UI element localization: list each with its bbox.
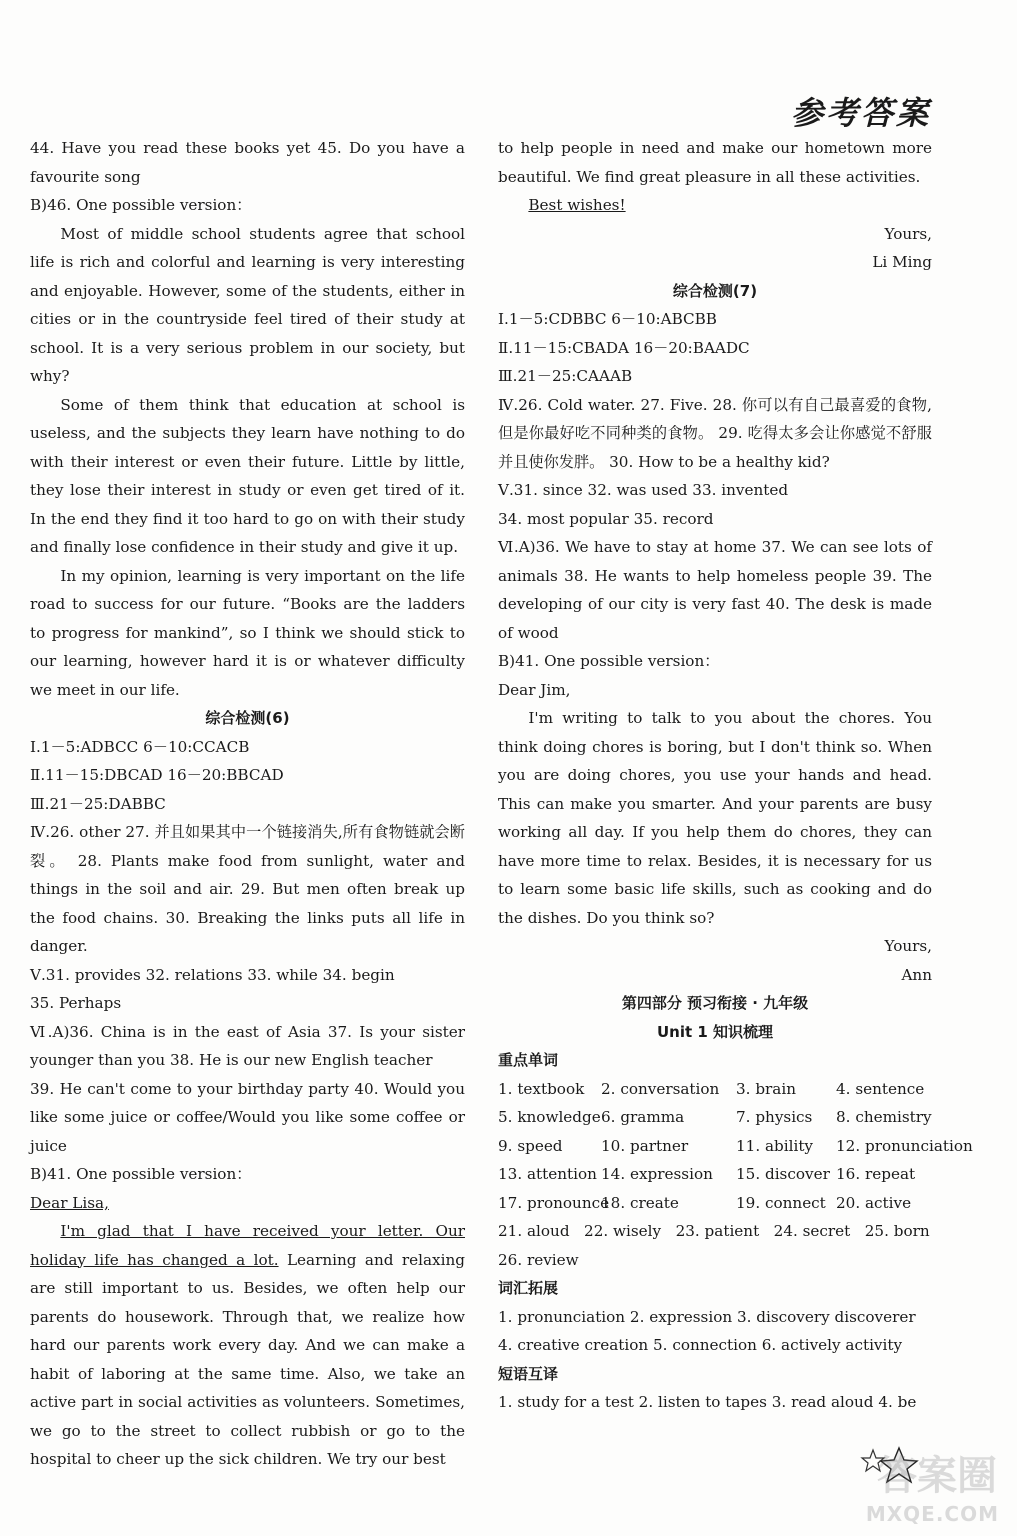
answer-line: Ⅲ.21－25:DABBC xyxy=(30,794,166,813)
answer-line: Ⅵ.A)36. China is in the east of Asia 37. Is your sister younger than you 38. He is our new English teacher xyxy=(30,1022,465,1069)
word-item: 19. connect xyxy=(736,1193,826,1212)
answer-line: Ⅱ.11－15:CBADA 16－20:BAADC xyxy=(498,338,750,357)
section-title: 综合检测(6) xyxy=(205,709,290,727)
word-item: 23. patient xyxy=(675,1222,760,1240)
letter-closing xyxy=(498,191,932,220)
letter-text: Learning and relaxing are still important to us. Besides, we often help our parents do housework. Through that, we realize how hard our parents work every day. And we can make a habit of laboring at the same time. Also, we take an active part in social activities as volunteers. Sometimes, we go to the street to collect rubbish or go to the hospital to cheer up the sick children. We try our best xyxy=(30,1250,465,1468)
word-item: 16. repeat xyxy=(836,1165,916,1183)
answer-line: 1. study for a test 2. listen to tapes 3. read aloud 4. be xyxy=(498,1393,917,1411)
word-item: 21. aloud xyxy=(498,1222,570,1240)
letter-signature: Li Ming xyxy=(872,253,932,271)
word-row xyxy=(498,1075,932,1104)
word-item: 12. pronunciation xyxy=(836,1136,973,1155)
word-item: 20. active xyxy=(836,1193,912,1212)
word-item: 1. textbook xyxy=(498,1079,585,1098)
letter-greeting xyxy=(30,1189,465,1218)
answer-line: Ⅵ.A)36. We have to stay at home 37. We can see lots of animals 38. He wants to help homeless people 39. The developing of our city is very fast 40. The desk is made of wood xyxy=(498,538,932,642)
letter-signature: Ann xyxy=(901,965,932,984)
answer-line: Ⅲ.21－25:CAAAB xyxy=(498,367,633,385)
watermark xyxy=(835,1440,1005,1530)
word-item: 25. born xyxy=(864,1222,930,1240)
word-row xyxy=(498,1160,932,1189)
essay-paragraph: Most of middle school students agree that school life is rich and colorful and learning is very interesting and enjoyable. However, some of the students, either in cities or in the countryside feel tired of their study at school. It is a very serious problem in our society, but why? xyxy=(30,224,465,385)
answer-line: 39. He can't come to your birthday party 40. Would you like some juice or coffee/Would you like some coffee or juice xyxy=(30,1079,465,1155)
answer-line: 44. Have you read these books yet 45. Do you have a favourite song xyxy=(30,139,465,186)
letter-signoff: Yours, xyxy=(884,224,932,243)
letter-body: I'm writing to talk to you about the chores. You think doing chores is boring, but I don't think so. When you are doing chores, you use your hands and head. This can make you smarter. And your parents are busy working all day. If you help them do chores, they can have more time to relax. Besides, it is necessary for us to learn some basic life skills, such as cooking and do the dishes. Do you think so? xyxy=(498,709,932,927)
unit-title: Unit 1 知识梳理 xyxy=(656,1022,774,1041)
answer-line: B)41. One possible version： xyxy=(30,1165,252,1183)
subsection-heading: 词汇拓展 xyxy=(498,1279,559,1297)
answer-line: 1. pronunciation 2. expression 3. discovery discoverer xyxy=(498,1307,916,1326)
word-item: 14. expression xyxy=(601,1165,713,1183)
word-item: 7. physics xyxy=(736,1108,813,1126)
letter-signoff: Yours, xyxy=(884,937,932,955)
answer-line: Ⅰ.1－5:CDBBC 6－10:ABCBB xyxy=(498,310,717,328)
essay-paragraph: Some of them think that education at school is useless, and the subjects they learn have nothing to do with their interest or even their future. Little by little, they lose their interest in study or even get tired of it. In the end they find it too hard to go on with their study and finally lose confidence in their study and give it up. xyxy=(30,395,465,556)
word-item: 24. secret xyxy=(773,1222,851,1240)
word-item: 17. pronounce xyxy=(498,1193,610,1212)
word-row xyxy=(498,1189,932,1218)
key-words-list xyxy=(498,1075,973,1275)
word-item: 18. create xyxy=(601,1193,679,1212)
word-row xyxy=(498,1217,932,1246)
subsection-heading: 重点单词 xyxy=(498,1051,559,1069)
word-item: 8. chemistry xyxy=(836,1108,932,1126)
page-header-title: 参考答案 xyxy=(790,94,931,132)
letter-greeting-text: Dear Lisa, xyxy=(30,1193,109,1212)
word-item: 2. conversation xyxy=(601,1079,720,1098)
answer-line: B)41. One possible version： xyxy=(498,652,720,670)
subsection-heading: 短语互译 xyxy=(498,1364,559,1383)
word-item: 22. wisely xyxy=(584,1222,662,1240)
answer-line: Ⅱ.11－15:DBCAD 16－20:BBCAD xyxy=(30,766,284,784)
word-item: 10. partner xyxy=(601,1136,689,1155)
answer-line: Ⅴ.31. provides 32. relations 33. while 34. begin xyxy=(30,965,395,984)
left-column xyxy=(30,134,465,1474)
answer-line: 34. most popular 35. record xyxy=(498,509,714,528)
answer-line: B)46. One possible version： xyxy=(30,196,252,214)
letter-underlined-text: I'm glad that I have received your letter. Our holiday life has changed a lot. xyxy=(30,1222,465,1269)
answer-line: 4. creative creation 5. connection 6. actively activity xyxy=(498,1336,903,1354)
part-title: 第四部分 预习衔接 · 九年级 xyxy=(621,994,809,1012)
right-column xyxy=(498,134,973,1417)
word-item: 13. attention xyxy=(498,1165,597,1183)
answer-line: 35. Perhaps xyxy=(30,994,122,1012)
word-item: 5. knowledge xyxy=(498,1108,601,1126)
word-row xyxy=(498,1103,932,1132)
letter-body: to help people in need and make our hometown more beautiful. We find great pleasure in all these activities. xyxy=(498,139,932,186)
answer-line: Ⅰ.1－5:ADBCC 6－10:CCACB xyxy=(30,737,250,756)
watermark-url: MXQE.COM xyxy=(865,1502,999,1526)
answer-line: Ⅳ.26. other 27. 并且如果其中一个链接消失,所有食物链就会断裂。 28. Plants make food from sunlight, water and things in the soil and air. 29. But men often break up the food chains. 30. Breaking the links puts all life in danger. xyxy=(30,823,465,955)
word-item: 9. speed xyxy=(498,1136,563,1155)
word-row xyxy=(498,1132,973,1161)
section-title: 综合检测(7) xyxy=(672,281,758,300)
word-item: 3. brain xyxy=(736,1079,796,1098)
word-item: 4. sentence xyxy=(836,1079,925,1098)
answer-line: Ⅴ.31. since 32. was used 33. invented xyxy=(498,481,789,499)
letter-greeting: Dear Jim, xyxy=(498,680,571,699)
closing-text: Best wishes! xyxy=(528,196,626,214)
word-item: 6. gramma xyxy=(601,1108,685,1126)
answer-line: Ⅳ.26. Cold water. 27. Five. 28. 你可以有自己最喜爱的食物,但是你最好吃不同种类的食物。 29. 吃得太多会让你感觉不舒服并且使你发胖。 30. How to be a healthy kid? xyxy=(498,395,932,471)
letter-body xyxy=(30,1217,465,1474)
watermark-logo: 答案圈 xyxy=(877,1453,997,1499)
word-item: 11. ability xyxy=(736,1136,814,1155)
essay-paragraph: In my opinion, learning is very important on the life road to success for our future. “Books are the ladders to progress for mankind”, so I think we should stick to our learning, however hard it is or whatever difficulty we meet in our life. xyxy=(30,566,465,699)
word-item: 15. discover xyxy=(736,1165,830,1183)
word-item: 26. review xyxy=(498,1250,579,1269)
